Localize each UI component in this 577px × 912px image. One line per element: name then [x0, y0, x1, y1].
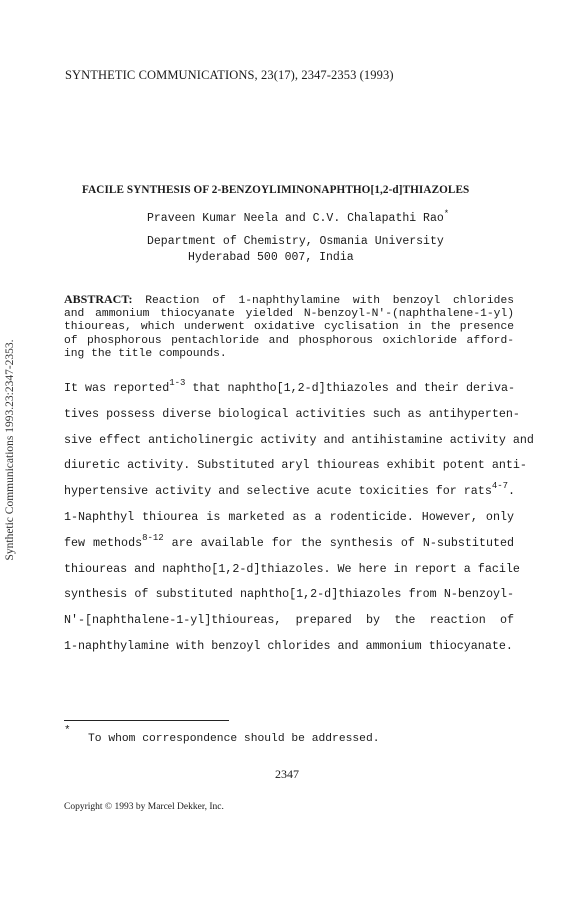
author-line [147, 209, 450, 225]
affiliation-address: Hyderabad 500 007, India [188, 251, 354, 264]
download-watermark [0, 300, 20, 600]
reference-marker: 1-3 [169, 378, 186, 388]
article-title: FACILE SYNTHESIS OF 2-BENZOYLIMINONAPHTHO[1,2-d]THIAZOLES [82, 184, 470, 196]
abstract-line: thioureas, which underwent oxidative cyclisation in the presence [64, 321, 514, 334]
author-names: Praveen Kumar Neela and C.V. Chalapathi Rao [147, 212, 444, 225]
body-line: synthesis of substituted naphtho[1,2-d]thiazoles from N-benzoyl- [64, 587, 514, 602]
body-line: hypertensive activity and selective acute toxicities for rats$^{4-7}$. [64, 481, 516, 499]
abstract-line: of phosphorous pentachloride and phosphorous oxichloride afford- [64, 334, 514, 347]
abstract-line: ABSTRACT: Reaction of 1-naphthylamine with benzoyl chlorides [64, 292, 514, 307]
copyright-notice: Copyright © 1993 by Marcel Dekker, Inc. [64, 802, 224, 812]
page-number: 2347 [275, 767, 299, 781]
body-line: N'-[naphthalene-1-yl]thioureas, prepared by the reaction of [64, 613, 514, 628]
affiliation-department: Department of Chemistry, Osmania University [147, 235, 444, 248]
body-paragraph [64, 376, 534, 660]
abstract [64, 293, 514, 361]
body-line: 1-Naphthyl thiourea is marketed as a rodenticide. However, only [64, 509, 514, 524]
footnote-mark: * [64, 725, 71, 737]
abstract-label: ABSTRACT: [64, 292, 133, 306]
reference-marker: 4-7 [491, 481, 509, 492]
body-line: thioureas and naphtho[1,2-d]thiazoles. We here in report a facile [64, 561, 520, 576]
watermark-text: Synthetic Communications 1993.23:2347-2353. [4, 339, 16, 561]
footnote-divider [64, 720, 229, 721]
body-line: tives possess diverse biological activities such as antihyperten- [64, 406, 520, 421]
corresponding-author-mark: * [443, 209, 450, 219]
body-line: diuretic activity. Substituted aryl thioureas exhibit potent anti- [64, 458, 527, 473]
body-line: sive effect anticholinergic activity and antihistamine activity and [64, 432, 534, 447]
journal-header: SYNTHETIC COMMUNICATIONS, 23(17), 2347-2353 (1993) [65, 68, 394, 82]
abstract-line: ing the title compounds. [64, 347, 227, 360]
footnote-text: To whom correspondence should be addressed. [88, 733, 380, 745]
body-line: 1-naphthylamine with benzoyl chlorides and ammonium thiocyanate. [64, 638, 513, 653]
reference-marker: 8-12 [142, 532, 164, 543]
body-line: few methods$^{8-12}$ are available for the synthesis of N-substituted [64, 532, 515, 550]
abstract-line: and ammonium thiocyanate yielded N-benzoyl-N'-(naphthalene-1-yl) [64, 308, 514, 321]
body-line: It was reported$^{1-3}$ that naphtho[1,2-d]thiazoles and their deriva- [64, 378, 516, 395]
